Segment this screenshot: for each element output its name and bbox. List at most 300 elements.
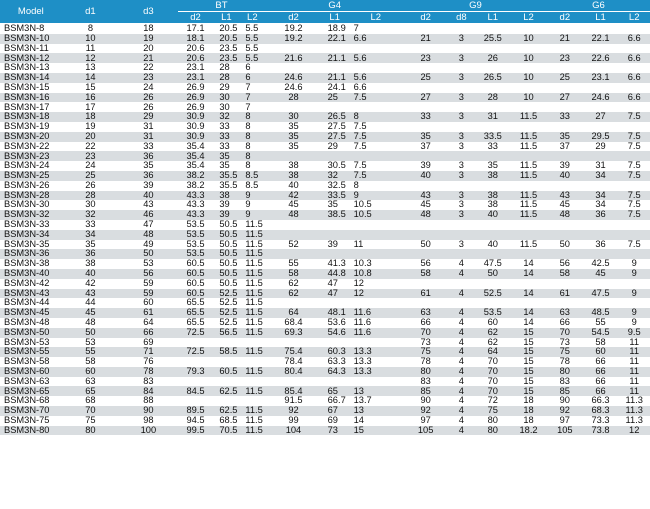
cell-bt-l1: 28 bbox=[213, 73, 239, 83]
cell-g6-d2: 35 bbox=[547, 132, 583, 142]
cell-g6-d2: 80 bbox=[547, 367, 583, 377]
cell-g6-l2: 6.6 bbox=[618, 53, 650, 63]
cell-g9-l2 bbox=[510, 220, 547, 230]
cell-g9-d2: 92 bbox=[404, 406, 447, 416]
cell-bt-l1: 33 bbox=[213, 142, 239, 152]
cell-g9-l2: 10 bbox=[510, 53, 547, 63]
cell-g9-d2: 56 bbox=[404, 259, 447, 269]
cell-g6-l2: 7.5 bbox=[618, 161, 650, 171]
table-row bbox=[0, 406, 650, 416]
cell-bt-l2: 7 bbox=[239, 83, 265, 93]
cell-g9-l2: 11.5 bbox=[510, 112, 547, 122]
cell-g9-d8: 4 bbox=[447, 347, 475, 357]
cell-g6-d2 bbox=[547, 122, 583, 132]
cell-model: BSM3N-50 bbox=[0, 328, 62, 338]
cell-g6-l1: 66 bbox=[583, 377, 619, 387]
cell-bt-d2: 35.4 bbox=[178, 161, 214, 171]
cell-bt-l2: 6 bbox=[239, 63, 265, 73]
cell-bt-l1: 52.5 bbox=[213, 318, 239, 328]
cell-bt-d2: 38.2 bbox=[178, 181, 214, 191]
cell-g9-l1 bbox=[475, 83, 510, 93]
cell-model: BSM3N-18 bbox=[0, 112, 62, 122]
cell-g4-l1 bbox=[322, 102, 348, 112]
cell-bt-l2: 11.5 bbox=[239, 406, 265, 416]
cell-g9-l1: 75 bbox=[475, 406, 510, 416]
table-row bbox=[0, 63, 650, 73]
cell-d3: 56 bbox=[119, 269, 177, 279]
cell-g6-l1 bbox=[583, 220, 619, 230]
cell-g6-l1 bbox=[583, 249, 619, 259]
header-group-bt: BT bbox=[178, 0, 266, 12]
cell-g9-d8: 4 bbox=[447, 269, 475, 279]
cell-d1: 36 bbox=[62, 249, 119, 259]
cell-g4-l2 bbox=[348, 230, 404, 240]
cell-g4-d2: 68.4 bbox=[265, 318, 321, 328]
cell-model: BSM3N-33 bbox=[0, 220, 62, 230]
cell-g4-l1: 27.5 bbox=[322, 122, 348, 132]
cell-g6-l1: 29 bbox=[583, 142, 619, 152]
cell-bt-d2: 26.9 bbox=[178, 102, 214, 112]
cell-g9-l2 bbox=[510, 102, 547, 112]
cell-d3: 53 bbox=[119, 259, 177, 269]
cell-g4-l1 bbox=[322, 63, 348, 73]
table-row bbox=[0, 151, 650, 161]
cell-g6-d2: 66 bbox=[547, 318, 583, 328]
cell-g4-l1: 32.5 bbox=[322, 181, 348, 191]
cell-g4-d2: 35 bbox=[265, 132, 321, 142]
cell-d1: 11 bbox=[62, 44, 119, 54]
cell-d1: 32 bbox=[62, 210, 119, 220]
cell-bt-l1: 52.5 bbox=[213, 289, 239, 299]
cell-g6-l1 bbox=[583, 44, 619, 54]
cell-bt-l1 bbox=[213, 396, 239, 406]
cell-d3: 88 bbox=[119, 396, 177, 406]
cell-model: BSM3N-80 bbox=[0, 426, 62, 436]
cell-g9-l1: 26.5 bbox=[475, 73, 510, 83]
cell-bt-d2 bbox=[178, 357, 214, 367]
cell-g9-d2: 85 bbox=[404, 386, 447, 396]
cell-bt-d2: 20.6 bbox=[178, 44, 214, 54]
cell-d1: 55 bbox=[62, 347, 119, 357]
cell-g4-l2: 5.6 bbox=[348, 53, 404, 63]
cell-model: BSM3N-13 bbox=[0, 63, 62, 73]
cell-g9-d8: 3 bbox=[447, 34, 475, 44]
cell-bt-l1: 28 bbox=[213, 63, 239, 73]
cell-g4-l1: 41.3 bbox=[322, 259, 348, 269]
cell-g4-d2: 91.5 bbox=[265, 396, 321, 406]
cell-g6-l2: 7.5 bbox=[618, 200, 650, 210]
cell-bt-l1: 68.5 bbox=[213, 416, 239, 426]
table-row bbox=[0, 298, 650, 308]
cell-bt-d2: 53.5 bbox=[178, 220, 214, 230]
cell-g4-l2 bbox=[348, 377, 404, 387]
cell-g9-l2: 11.5 bbox=[510, 142, 547, 152]
cell-g4-d2: 85.4 bbox=[265, 386, 321, 396]
table-row bbox=[0, 181, 650, 191]
cell-g4-l1: 32 bbox=[322, 171, 348, 181]
cell-g6-d2: 39 bbox=[547, 161, 583, 171]
cell-d1: 13 bbox=[62, 63, 119, 73]
cell-g9-d2 bbox=[404, 63, 447, 73]
cell-g4-l2: 7.5 bbox=[348, 171, 404, 181]
cell-model: BSM3N-40 bbox=[0, 269, 62, 279]
cell-bt-l2: 11.5 bbox=[239, 386, 265, 396]
cell-bt-l2: 8 bbox=[239, 112, 265, 122]
cell-g6-d2: 63 bbox=[547, 308, 583, 318]
header-g4-l2: L2 bbox=[348, 12, 404, 24]
cell-g4-d2: 62 bbox=[265, 279, 321, 289]
cell-g4-d2: 24.6 bbox=[265, 83, 321, 93]
cell-g6-l2 bbox=[618, 23, 650, 34]
cell-bt-d2: 26.9 bbox=[178, 93, 214, 103]
cell-g9-d8 bbox=[447, 220, 475, 230]
cell-g6-l2: 11 bbox=[618, 357, 650, 367]
cell-g6-l2 bbox=[618, 230, 650, 240]
cell-g6-d2: 48 bbox=[547, 210, 583, 220]
cell-g6-d2: 78 bbox=[547, 357, 583, 367]
cell-g4-l2 bbox=[348, 298, 404, 308]
cell-g4-l1: 30.5 bbox=[322, 161, 348, 171]
cell-bt-l2 bbox=[239, 377, 265, 387]
cell-g9-d2: 75 bbox=[404, 347, 447, 357]
cell-g9-l2: 11.5 bbox=[510, 171, 547, 181]
header-g4-d2: d2 bbox=[265, 12, 321, 24]
cell-g6-l1: 22.6 bbox=[583, 53, 619, 63]
cell-bt-l2: 9 bbox=[239, 191, 265, 201]
cell-g4-l1: 29 bbox=[322, 142, 348, 152]
cell-g6-l1: 47.5 bbox=[583, 289, 619, 299]
cell-g6-l1: 34 bbox=[583, 191, 619, 201]
cell-g9-d2: 90 bbox=[404, 396, 447, 406]
table-row bbox=[0, 112, 650, 122]
table-row bbox=[0, 249, 650, 259]
header-g6-d2: d2 bbox=[547, 12, 583, 24]
cell-g9-l2 bbox=[510, 151, 547, 161]
cell-g9-d8: 3 bbox=[447, 200, 475, 210]
cell-bt-l2: 11.5 bbox=[239, 249, 265, 259]
cell-g9-l2: 11.5 bbox=[510, 191, 547, 201]
cell-g4-d2: 30 bbox=[265, 112, 321, 122]
cell-g4-d2: 78.4 bbox=[265, 357, 321, 367]
cell-g9-d8: 4 bbox=[447, 396, 475, 406]
cell-g6-l2: 6.6 bbox=[618, 34, 650, 44]
cell-g6-l2: 7.5 bbox=[618, 210, 650, 220]
cell-g6-l2: 9 bbox=[618, 308, 650, 318]
cell-bt-d2: 26.9 bbox=[178, 83, 214, 93]
cell-g6-l1: 27 bbox=[583, 112, 619, 122]
cell-g9-l1: 62 bbox=[475, 328, 510, 338]
cell-bt-d2: 43.3 bbox=[178, 200, 214, 210]
header-group-g4: G4 bbox=[265, 0, 404, 12]
cell-g4-d2: 42 bbox=[265, 191, 321, 201]
cell-d3: 64 bbox=[119, 318, 177, 328]
cell-model: BSM3N-11 bbox=[0, 44, 62, 54]
cell-bt-l1: 50.5 bbox=[213, 220, 239, 230]
cell-d1: 43 bbox=[62, 289, 119, 299]
cell-model: BSM3N-8 bbox=[0, 23, 62, 34]
cell-d1: 65 bbox=[62, 386, 119, 396]
cell-model: BSM3N-63 bbox=[0, 377, 62, 387]
cell-bt-d2: 60.5 bbox=[178, 269, 214, 279]
cell-bt-l2: 8 bbox=[239, 142, 265, 152]
cell-g6-l1: 42.5 bbox=[583, 259, 619, 269]
cell-g6-d2: 70 bbox=[547, 328, 583, 338]
cell-bt-d2: 35.4 bbox=[178, 142, 214, 152]
cell-g6-l1 bbox=[583, 279, 619, 289]
cell-d1: 70 bbox=[62, 406, 119, 416]
cell-g9-d8: 4 bbox=[447, 416, 475, 426]
cell-g9-l2: 14 bbox=[510, 259, 547, 269]
cell-g9-d8: 3 bbox=[447, 171, 475, 181]
cell-model: BSM3N-36 bbox=[0, 249, 62, 259]
cell-g4-l1: 64.3 bbox=[322, 367, 348, 377]
cell-model: BSM3N-30 bbox=[0, 200, 62, 210]
cell-g6-l1: 55 bbox=[583, 318, 619, 328]
cell-g9-l1 bbox=[475, 102, 510, 112]
cell-d3: 43 bbox=[119, 200, 177, 210]
cell-d1: 28 bbox=[62, 191, 119, 201]
cell-g9-d2: 61 bbox=[404, 289, 447, 299]
cell-g4-l2: 13.3 bbox=[348, 357, 404, 367]
cell-bt-l1 bbox=[213, 377, 239, 387]
cell-g9-l1: 70 bbox=[475, 357, 510, 367]
cell-g4-l2: 7.5 bbox=[348, 93, 404, 103]
cell-d3: 78 bbox=[119, 367, 177, 377]
cell-d3: 98 bbox=[119, 416, 177, 426]
cell-g9-l2: 14 bbox=[510, 289, 547, 299]
cell-g9-d8: 3 bbox=[447, 93, 475, 103]
table-row bbox=[0, 210, 650, 220]
cell-g6-l1: 66 bbox=[583, 367, 619, 377]
cell-d1: 68 bbox=[62, 396, 119, 406]
cell-bt-l2: 7 bbox=[239, 102, 265, 112]
header-g9-l1: L1 bbox=[475, 12, 510, 24]
cell-bt-d2: 60.5 bbox=[178, 279, 214, 289]
cell-g6-l2 bbox=[618, 298, 650, 308]
cell-bt-l2: 9 bbox=[239, 200, 265, 210]
cell-bt-l1: 50.5 bbox=[213, 279, 239, 289]
cell-g9-l2: 15 bbox=[510, 386, 547, 396]
cell-bt-l1 bbox=[213, 338, 239, 348]
cell-d1: 38 bbox=[62, 259, 119, 269]
cell-bt-d2: 17.1 bbox=[178, 23, 214, 34]
cell-g9-d2: 66 bbox=[404, 318, 447, 328]
cell-g6-l1 bbox=[583, 151, 619, 161]
cell-g9-l2 bbox=[510, 279, 547, 289]
cell-d1: 50 bbox=[62, 328, 119, 338]
cell-g9-d2: 35 bbox=[404, 132, 447, 142]
cell-g4-l1: 73 bbox=[322, 426, 348, 436]
cell-g6-l2: 11.3 bbox=[618, 406, 650, 416]
cell-model: BSM3N-44 bbox=[0, 298, 62, 308]
cell-d1: 15 bbox=[62, 83, 119, 93]
cell-d3: 60 bbox=[119, 298, 177, 308]
cell-bt-d2: 65.5 bbox=[178, 298, 214, 308]
cell-g4-d2 bbox=[265, 249, 321, 259]
cell-bt-l1: 70.5 bbox=[213, 426, 239, 436]
cell-g6-d2: 73 bbox=[547, 338, 583, 348]
cell-g4-l2: 11.6 bbox=[348, 328, 404, 338]
cell-bt-d2: 53.5 bbox=[178, 230, 214, 240]
cell-d1: 12 bbox=[62, 53, 119, 63]
table-row bbox=[0, 318, 650, 328]
cell-model: BSM3N-15 bbox=[0, 83, 62, 93]
cell-g9-l2 bbox=[510, 23, 547, 34]
cell-g4-d2: 19.2 bbox=[265, 34, 321, 44]
cell-model: BSM3N-26 bbox=[0, 181, 62, 191]
cell-g6-d2: 85 bbox=[547, 386, 583, 396]
cell-g6-l1: 73.3 bbox=[583, 416, 619, 426]
cell-model: BSM3N-43 bbox=[0, 289, 62, 299]
cell-bt-d2: 72.5 bbox=[178, 328, 214, 338]
table-row bbox=[0, 161, 650, 171]
cell-g4-d2: 104 bbox=[265, 426, 321, 436]
cell-g6-l1 bbox=[583, 102, 619, 112]
cell-g9-l1 bbox=[475, 279, 510, 289]
cell-g4-l1: 66.7 bbox=[322, 396, 348, 406]
cell-g6-l1: 31 bbox=[583, 161, 619, 171]
table-row bbox=[0, 191, 650, 201]
cell-model: BSM3N-32 bbox=[0, 210, 62, 220]
cell-g9-l1: 80 bbox=[475, 416, 510, 426]
cell-g9-l1 bbox=[475, 44, 510, 54]
cell-g4-d2: 24.6 bbox=[265, 73, 321, 83]
header-bt-l1: L1 bbox=[213, 12, 239, 24]
cell-g9-d2: 63 bbox=[404, 308, 447, 318]
cell-d1: 17 bbox=[62, 102, 119, 112]
cell-g9-d8 bbox=[447, 23, 475, 34]
cell-g6-l1: 60 bbox=[583, 347, 619, 357]
cell-bt-l2: 7 bbox=[239, 93, 265, 103]
cell-g9-l1: 60 bbox=[475, 318, 510, 328]
cell-bt-l2 bbox=[239, 396, 265, 406]
cell-bt-d2: 72.5 bbox=[178, 347, 214, 357]
cell-d1: 75 bbox=[62, 416, 119, 426]
cell-g4-d2: 35 bbox=[265, 142, 321, 152]
cell-g6-l2 bbox=[618, 122, 650, 132]
cell-g6-l1: 34 bbox=[583, 171, 619, 181]
header-bt-d2: d2 bbox=[178, 12, 214, 24]
cell-d1: 44 bbox=[62, 298, 119, 308]
cell-g6-l2: 7.5 bbox=[618, 112, 650, 122]
cell-bt-d2: 43.3 bbox=[178, 191, 214, 201]
cell-g6-d2 bbox=[547, 44, 583, 54]
cell-g9-l1 bbox=[475, 249, 510, 259]
cell-g6-l2 bbox=[618, 63, 650, 73]
cell-d1: 40 bbox=[62, 269, 119, 279]
cell-bt-d2: 99.5 bbox=[178, 426, 214, 436]
cell-g4-l2 bbox=[348, 44, 404, 54]
cell-g4-l1 bbox=[322, 338, 348, 348]
cell-g4-l2: 12 bbox=[348, 279, 404, 289]
cell-g9-d8 bbox=[447, 83, 475, 93]
cell-g6-l2: 11 bbox=[618, 347, 650, 357]
cell-bt-d2: 35.4 bbox=[178, 151, 214, 161]
cell-g4-l1: 53.6 bbox=[322, 318, 348, 328]
cell-g9-l1 bbox=[475, 298, 510, 308]
cell-bt-l2: 11.5 bbox=[239, 308, 265, 318]
cell-bt-l1: 32 bbox=[213, 112, 239, 122]
cell-g6-l2: 9 bbox=[618, 259, 650, 269]
cell-bt-l1: 50.5 bbox=[213, 259, 239, 269]
cell-g9-l1: 70 bbox=[475, 386, 510, 396]
cell-bt-l1: 20.5 bbox=[213, 34, 239, 44]
header-g9-d2: d2 bbox=[404, 12, 447, 24]
cell-g6-d2: 27 bbox=[547, 93, 583, 103]
cell-d1: 22 bbox=[62, 142, 119, 152]
cell-bt-l2: 11.5 bbox=[239, 347, 265, 357]
cell-bt-d2: 18.1 bbox=[178, 34, 214, 44]
cell-bt-l1: 50.5 bbox=[213, 240, 239, 250]
table-row bbox=[0, 122, 650, 132]
cell-g9-d2 bbox=[404, 230, 447, 240]
cell-bt-l1: 35 bbox=[213, 161, 239, 171]
table-row bbox=[0, 347, 650, 357]
cell-g6-l2 bbox=[618, 220, 650, 230]
cell-g4-l2 bbox=[348, 151, 404, 161]
cell-g4-l1 bbox=[322, 249, 348, 259]
cell-g4-l2: 7.5 bbox=[348, 132, 404, 142]
table-row bbox=[0, 416, 650, 426]
cell-g9-l1 bbox=[475, 151, 510, 161]
cell-g9-d8: 4 bbox=[447, 308, 475, 318]
cell-g6-l1: 66 bbox=[583, 357, 619, 367]
cell-g6-l2 bbox=[618, 102, 650, 112]
cell-d3: 40 bbox=[119, 191, 177, 201]
table-row bbox=[0, 308, 650, 318]
cell-g9-d8: 3 bbox=[447, 132, 475, 142]
cell-g4-l1: 35 bbox=[322, 200, 348, 210]
cell-g9-l1: 25.5 bbox=[475, 34, 510, 44]
cell-g9-l1 bbox=[475, 230, 510, 240]
header-d3: d3 bbox=[119, 0, 177, 23]
cell-g4-l1: 27.5 bbox=[322, 132, 348, 142]
header-g9-d8: d8 bbox=[447, 12, 475, 24]
cell-g6-d2: 25 bbox=[547, 73, 583, 83]
header-group-g9: G9 bbox=[404, 0, 547, 12]
cell-d3: 21 bbox=[119, 53, 177, 63]
cell-g9-d8: 3 bbox=[447, 112, 475, 122]
cell-g4-d2 bbox=[265, 63, 321, 73]
cell-g6-l2: 11 bbox=[618, 367, 650, 377]
cell-bt-l1: 50.5 bbox=[213, 269, 239, 279]
table-row bbox=[0, 142, 650, 152]
cell-g6-d2: 105 bbox=[547, 426, 583, 436]
cell-bt-l2: 11.5 bbox=[239, 318, 265, 328]
cell-g9-l2: 14 bbox=[510, 318, 547, 328]
cell-g6-l2: 7.5 bbox=[618, 171, 650, 181]
cell-model: BSM3N-48 bbox=[0, 318, 62, 328]
cell-g9-l2: 14 bbox=[510, 269, 547, 279]
cell-bt-l2: 5.5 bbox=[239, 34, 265, 44]
cell-g4-l2: 13 bbox=[348, 406, 404, 416]
cell-d3: 90 bbox=[119, 406, 177, 416]
cell-d3: 36 bbox=[119, 151, 177, 161]
cell-d1: 30 bbox=[62, 200, 119, 210]
cell-g4-l1: 67 bbox=[322, 406, 348, 416]
cell-g9-d2: 37 bbox=[404, 142, 447, 152]
cell-d3: 59 bbox=[119, 279, 177, 289]
cell-g4-l1: 60.3 bbox=[322, 347, 348, 357]
cell-bt-l2: 11.5 bbox=[239, 279, 265, 289]
cell-d3: 61 bbox=[119, 308, 177, 318]
cell-g4-l2: 8 bbox=[348, 181, 404, 191]
cell-g9-d2: 48 bbox=[404, 210, 447, 220]
cell-g6-l2 bbox=[618, 83, 650, 93]
cell-bt-l2: 11.5 bbox=[239, 426, 265, 436]
cell-bt-d2: 65.5 bbox=[178, 318, 214, 328]
cell-g6-l2: 11 bbox=[618, 386, 650, 396]
